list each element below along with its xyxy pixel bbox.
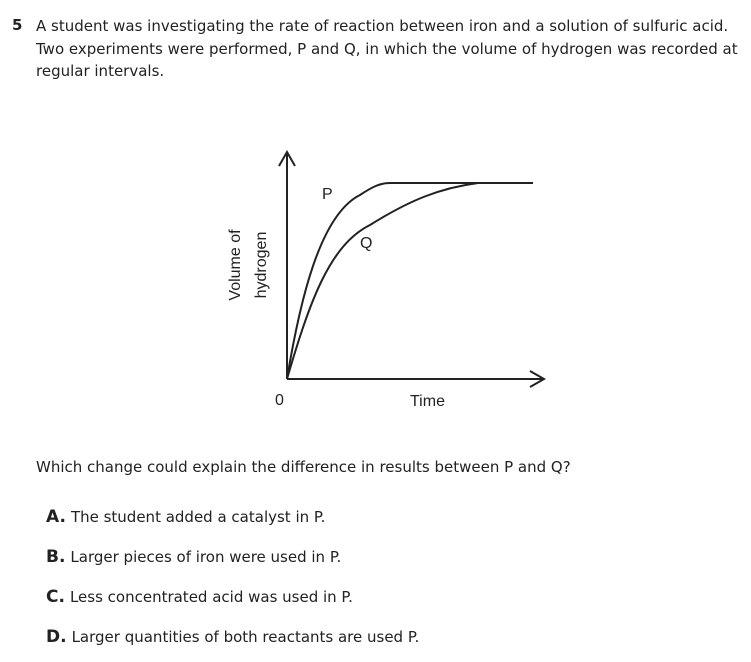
option-letter: D. bbox=[46, 627, 67, 647]
option-text: Less concentrated acid was used in P. bbox=[69, 588, 353, 606]
label-p: P bbox=[322, 186, 333, 203]
option-text: The student added a catalyst in P. bbox=[70, 508, 326, 526]
option-c[interactable] bbox=[46, 587, 353, 607]
option-a[interactable] bbox=[46, 507, 325, 527]
y-axis-label-line2: hydrogen bbox=[253, 231, 270, 299]
curve-p bbox=[287, 183, 533, 379]
question-number: 5 bbox=[12, 16, 23, 34]
x-axis-label: Time bbox=[410, 393, 445, 410]
option-text: Larger quantities of both reactants are used P. bbox=[71, 628, 420, 646]
origin-label: 0 bbox=[275, 392, 284, 409]
option-d[interactable] bbox=[46, 627, 419, 647]
option-letter: C. bbox=[46, 587, 65, 607]
option-b[interactable] bbox=[46, 547, 341, 567]
label-q: Q bbox=[360, 235, 373, 252]
question-stem: A student was investigating the rate of reaction between iron and a solution of sulfuric acid. Two experiments were performed, P and Q, in which the volume of hydrogen was recorded at regular intervals. bbox=[36, 17, 738, 80]
option-letter: A. bbox=[46, 507, 66, 527]
curve-q bbox=[287, 183, 478, 379]
option-letter: B. bbox=[46, 547, 66, 567]
option-text: Larger pieces of iron were used in P. bbox=[70, 548, 342, 566]
question-prompt: Which change could explain the difference in results between P and Q? bbox=[36, 458, 571, 476]
y-axis-label-line1: Volume of bbox=[227, 229, 244, 301]
